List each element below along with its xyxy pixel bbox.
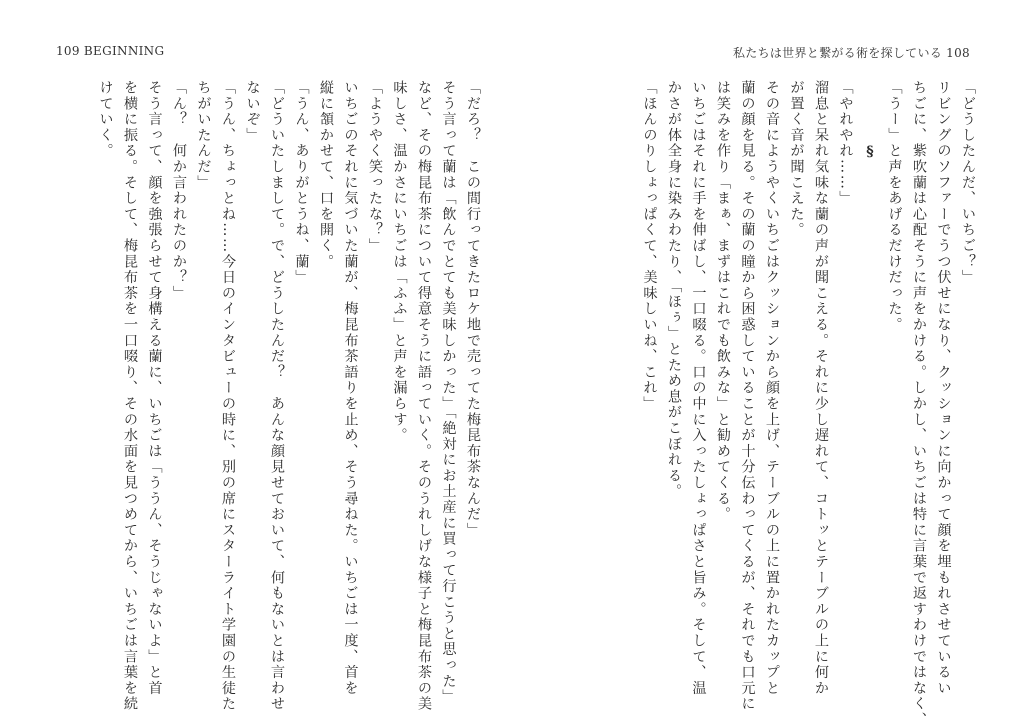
text-line: ちがいたんだ」: [195, 80, 212, 191]
text-line: ちごに、紫吹蘭は心配そうに声をかける。しかし、いちごは特に言葉で返すわけではなく、: [911, 80, 927, 728]
text-line: 溜息と呆れ気味な蘭の声が聞こえる。それに少し遅れて、コトッとテーブルの上に何か: [813, 80, 829, 697]
text-line: 「どういたしまして。で、どうしたんだ？ あんな顔見せておいて、何もないとは言わせ: [269, 80, 285, 712]
text-line: いちごはそれに手を伸ばし、一口啜る。口の中に入ったしょっぱさと旨み。そして、温: [690, 80, 707, 697]
text-line: そう言って、顔を強張らせて身構える蘭に、いちごは「ううん、そうじゃないよ」と首: [146, 80, 163, 697]
text-line: など、その梅昆布茶について得意そうに語っていく。そのうれしげな様子と梅昆布茶の美: [416, 80, 432, 712]
text-line: 「だろ？ この間行ってきたロケ地で売ってた梅昆布茶なんだ」: [465, 80, 481, 539]
text-line: 「ん？ 何か言われたのか？」: [171, 80, 187, 302]
text-line: 「やれやれ……」: [837, 80, 854, 207]
text-line: そう言って蘭は「飲んでとても美味しかった」「絶対にお土産に買って行こうと思った」: [440, 80, 457, 705]
text-line: 「うん、ありがとうね、蘭」: [293, 80, 310, 286]
right-page-body-text: [555, 80, 980, 728]
section-mark: §: [862, 144, 878, 162]
text-line: 味しさ、温かさにいちごは「ふふ」と声を漏らす。: [391, 80, 408, 444]
text-line: 「ほんのりしょっぱくて、美味しいね、これ」: [641, 80, 658, 412]
text-line: 「ようやく笑ったな？」: [367, 80, 383, 254]
right-page-header: 私たちは世界と繋がる術を探している 108: [732, 46, 970, 60]
text-line: その音にようやくいちごはクッションから顔を上げ、テーブルの上に置かれたカップと: [764, 80, 780, 697]
text-line: けていく。: [97, 80, 114, 159]
text-line: が置く音が聞こえた。: [788, 80, 805, 238]
text-line: は笑みを作り「まぁ、まずはこれでも飲みな」と勧めてくる。: [715, 80, 731, 523]
text-line: 「うー」と声をあげるだけだった。: [886, 80, 903, 333]
text-line: いちごのそれに気づいた蘭が、梅昆布茶語りを止め、そう尋ねた。いちごは一度、首を: [342, 80, 359, 697]
text-line: 蘭の顔を見る。その蘭の瞳から困惑していることが十分伝わってくるが、それでも口元に: [739, 80, 756, 712]
left-page-header: 109 BEGINNING: [56, 44, 165, 58]
text-line: を横に振る。そして、梅昆布茶を一口啜り、その水面を見つめてから、いちごは言葉を続: [122, 80, 138, 712]
left-page-body-text: [40, 80, 485, 712]
text-line: 「どうしたんだ、いちご？」: [960, 80, 976, 286]
right-page: [555, 80, 980, 728]
text-line: ないぞ」: [244, 80, 261, 144]
text-line: リビングのソファーでうつ伏せになり、クッションに向かって顔を埋もれさせているい: [935, 80, 952, 697]
left-page: [40, 80, 485, 712]
text-line: 縦に頷かせて、口を開く。: [318, 80, 334, 270]
text-line: 「うん、ちょっとね……今日のインタビューの時に、別の席にスターライト学園の生徒た: [220, 80, 236, 712]
text-line: かさが体全身に染みわたり、「ほぅ」とため息がこぼれる。: [666, 80, 682, 500]
